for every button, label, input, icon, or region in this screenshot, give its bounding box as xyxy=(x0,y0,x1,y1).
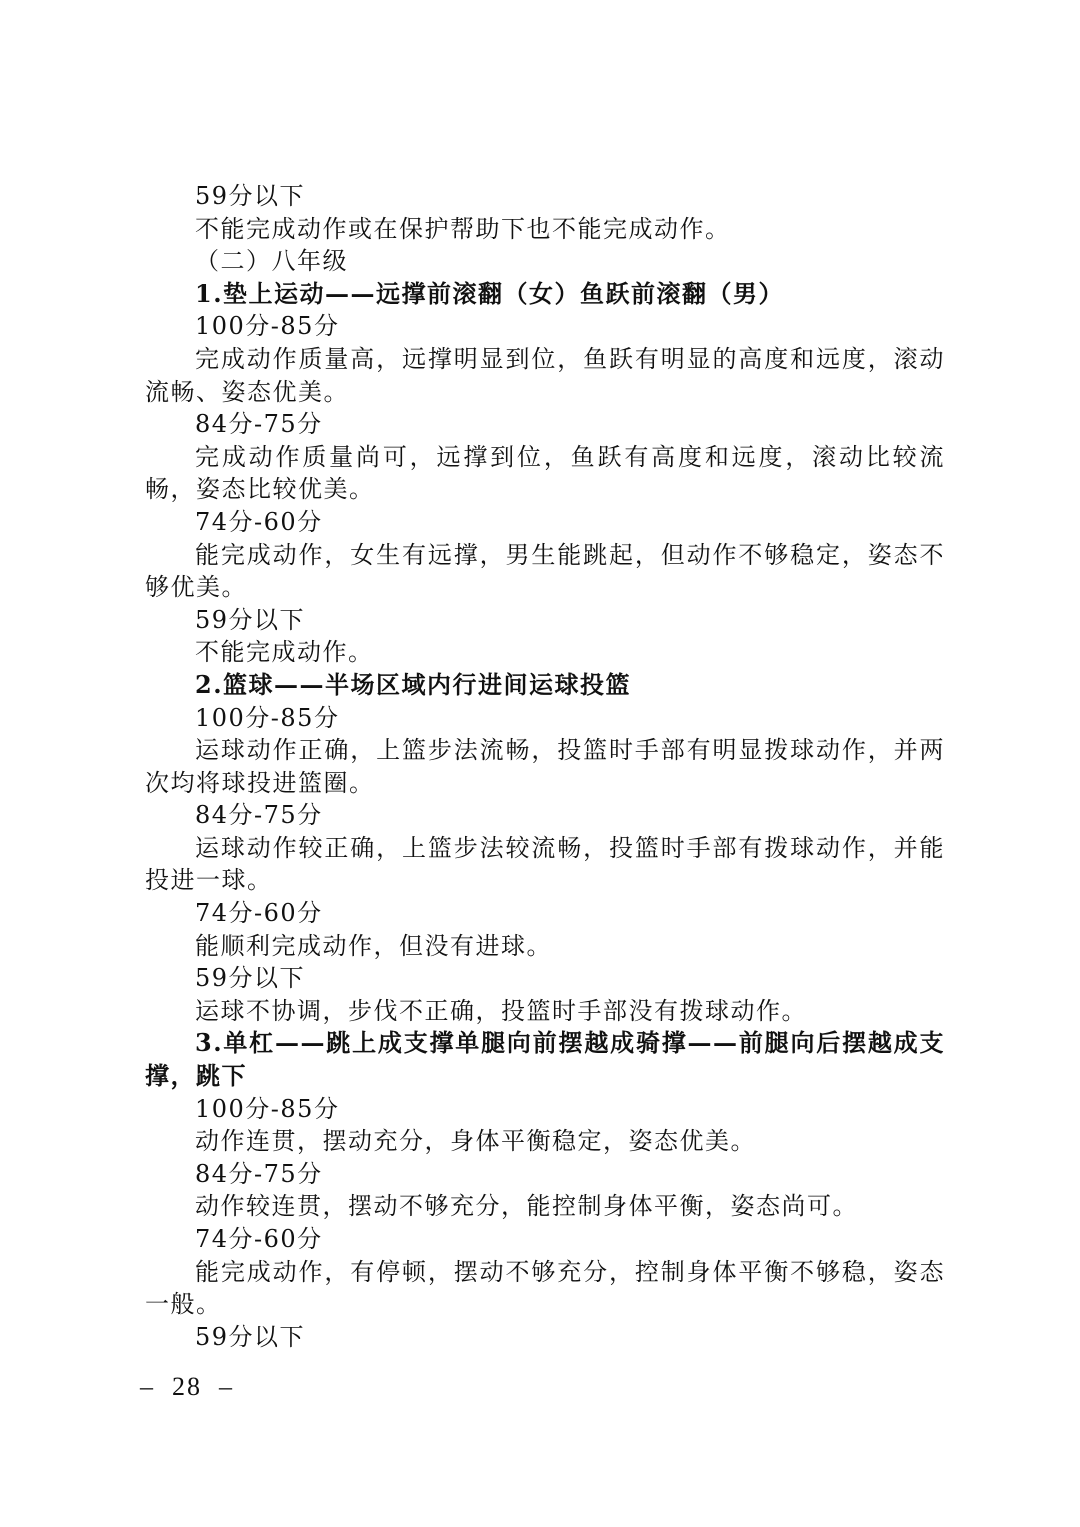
criteria-text: 动作连贯，摆动充分，身体平衡稳定，姿态优美。 xyxy=(195,1127,756,1156)
criteria-text: 能完成动作，女生有远撑，男生能跳起，但动作不够稳定，姿态不够优美。 xyxy=(145,540,945,602)
criteria-text: 运球动作较正确，上篮步法较流畅，投篮时手部有拨球动作，并能投进一球。 xyxy=(145,833,945,895)
page-number: – 28 – xyxy=(140,1372,234,1401)
item-heading: 3.单杠——跳上成支撑单腿向前摆越成骑撑——前腿向后摆越成支撑，跳下 xyxy=(145,1028,945,1091)
score-band: 100分-85分 xyxy=(195,1094,340,1123)
score-band: 84分-75分 xyxy=(195,410,323,439)
score-band: 59分以下 xyxy=(195,605,306,634)
item-heading: 2.篮球——半场区域内行进间运球投篮 xyxy=(195,669,632,699)
criteria-text: 能完成动作，有停顿，摆动不够充分，控制身体平衡不够稳，姿态一般。 xyxy=(145,1257,945,1319)
document-body xyxy=(145,180,945,1353)
score-band: 100分-85分 xyxy=(195,703,340,732)
criteria-text: 完成动作质量高，远撑明显到位，鱼跃有明显的高度和远度，滚动流畅、姿态优美。 xyxy=(145,344,945,406)
criteria-text: 不能完成动作。 xyxy=(195,638,374,667)
score-band: 59分以下 xyxy=(195,1322,306,1351)
score-band: 74分-60分 xyxy=(195,1225,323,1253)
criteria-text: 能顺利完成动作，但没有进球。 xyxy=(195,931,552,960)
criteria-text: 动作较连贯，摆动不够充分，能控制身体平衡，姿态尚可。 xyxy=(195,1192,858,1221)
score-band: 84分-75分 xyxy=(195,1159,323,1188)
score-band: 59分以下 xyxy=(195,964,306,993)
criteria-text: 运球不协调，步伐不正确，投篮时手部没有拨球动作。 xyxy=(195,996,807,1025)
criteria-text: 运球动作正确，上篮步法流畅，投篮时手部有明显拨球动作，并两次均将球投进篮圈。 xyxy=(145,736,945,797)
score-band: 59分以下 xyxy=(195,182,306,210)
score-band: 74分-60分 xyxy=(195,899,323,928)
criteria-text: 完成动作质量尚可，远撑到位，鱼跃有高度和远度，滚动比较流畅，姿态比较优美。 xyxy=(145,442,945,504)
item-heading: 1.垫上运动——远撑前滚翻（女）鱼跃前滚翻（男） xyxy=(195,278,785,308)
criteria-text: 不能完成动作或在保护帮助下也不能完成动作。 xyxy=(195,214,731,243)
section-heading: （二）八年级 xyxy=(195,247,348,276)
score-band: 84分-75分 xyxy=(195,801,323,830)
score-band: 100分-85分 xyxy=(195,312,340,341)
score-band: 74分-60分 xyxy=(195,507,323,536)
